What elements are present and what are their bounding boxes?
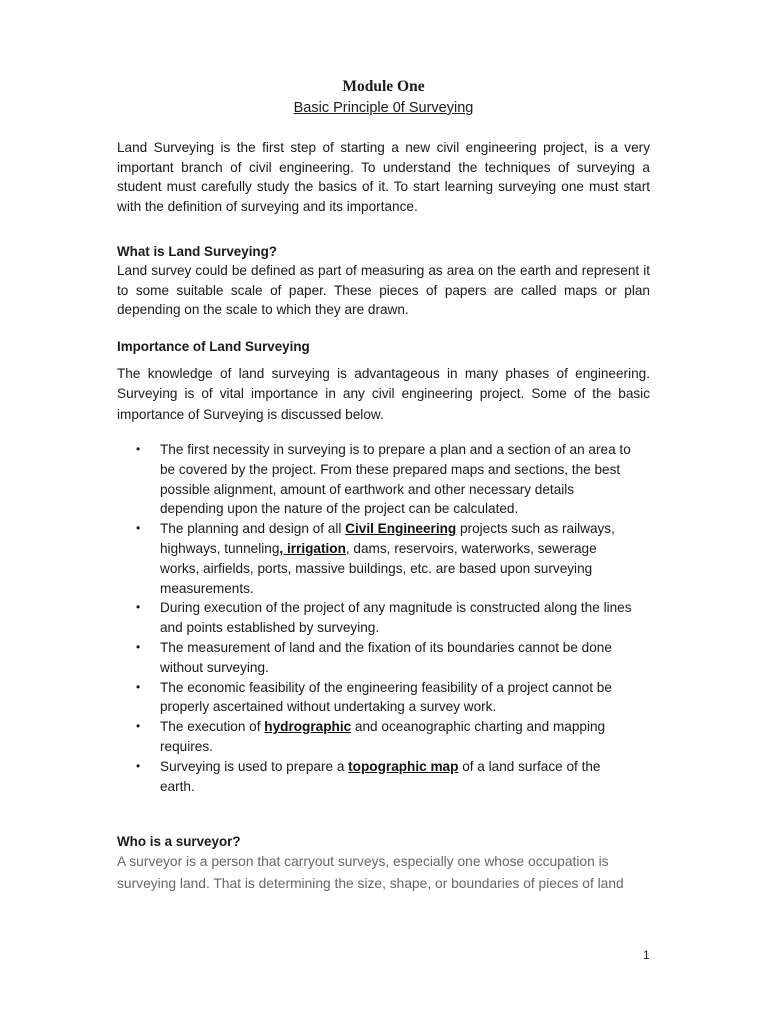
civil-engineering-link[interactable]: Civil Engineering [345, 521, 457, 537]
who-paragraph: A surveyor is a person that carryout surveys, especially one whose occupation is surveying land. That is determining the size, shape, or boundaries of pieces of land [117, 854, 624, 891]
list-item-text: During execution of the project of any magnitude is constructed along the lines and points established by surveying. [160, 600, 632, 636]
bullet-icon: • [136, 639, 141, 654]
what-heading: What is Land Surveying? [117, 244, 277, 259]
list-item [117, 519, 638, 598]
bullet-icon: • [136, 600, 141, 615]
list-item-text: The first necessity in surveying is to prepare a plan and a section of an area to be covered by the project. From these prepared maps and sections, the best possible alignment, amount of earthwork and other necessary details depending upon the nature of the project can be calculated. [160, 442, 631, 517]
intro-section [117, 138, 650, 216]
who-section [117, 832, 650, 895]
bullet-icon: • [136, 521, 141, 536]
list-item-text: The planning and design of all [160, 521, 346, 537]
list-item-text: The execution of [160, 719, 265, 735]
list-item-text: of a land surface of the earth. [160, 758, 601, 794]
list-item [117, 598, 638, 638]
importance-paragraph: The knowledge of land surveying is advantageous in many phases of engineering. Surveying is of vital importance in any civil engineering project. Some of the basic importance of Surveying is discussed below. [117, 366, 650, 422]
who-heading: Who is a surveyor? [117, 834, 241, 849]
importance-heading: Importance of Land Surveying [117, 339, 310, 354]
list-item-text: The economic feasibility of the engineering feasibility of a project cannot be properly ascertained without undertaking a survey work. [160, 679, 612, 715]
page-number: 1 [643, 948, 650, 962]
intro-paragraph: Land Surveying is the first step of starting a new civil engineering project, is a very important branch of civil engineering. To understand the techniques of surveying a student must carefully study the basics of it. To start learning surveying one must start with the definition of surveying and its importance. [117, 140, 650, 214]
what-section [117, 242, 650, 320]
importance-section [117, 337, 650, 356]
hydrographic-link[interactable]: hydrographic [264, 719, 352, 735]
importance-list [117, 440, 650, 796]
list-item-text: , dams, reservoirs, waterworks, sewerage works, airfields, ports, massive buildings, etc. are based upon surveying measurements. [160, 540, 597, 596]
list-item-text: projects such as railways, highways, tunneling [160, 521, 615, 556]
what-paragraph: Land survey could be defined as part of measuring as area on the earth and represent it to some suitable scale of paper. These pieces of papers are called maps or plan depending on the scale to which they are drawn. [117, 263, 650, 318]
bullet-icon: • [136, 719, 141, 734]
module-title: Module One [342, 78, 425, 95]
list-item [117, 440, 638, 519]
topographic-map-link[interactable]: topographic map [348, 758, 459, 774]
list-item [117, 678, 638, 718]
list-item [117, 638, 638, 678]
list-item [117, 717, 638, 757]
bullet-icon: • [136, 679, 141, 694]
list-item-text: Surveying is used to prepare a [160, 758, 349, 774]
importance-body [117, 364, 650, 425]
list-item [117, 757, 638, 797]
irrigation-link[interactable]: , irrigation [279, 540, 346, 556]
bullet-icon: • [136, 758, 141, 773]
list-item-text: The measurement of land and the fixation of its boundaries cannot be done without surveying. [160, 639, 612, 675]
bullet-icon: • [136, 442, 141, 456]
list-item-text: and oceanographic charting and mapping requires. [160, 719, 606, 754]
document-title: Basic Principle 0f Surveying [293, 100, 474, 116]
